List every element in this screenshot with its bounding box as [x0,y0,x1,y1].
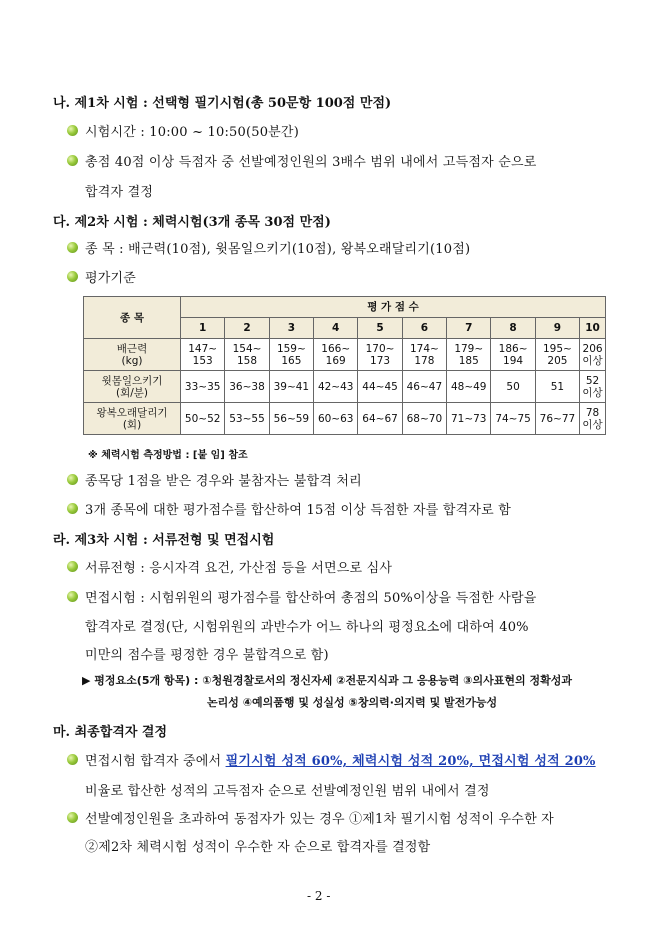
table-cell-text: 206 [582,342,603,355]
table-cell-text: 51 [550,380,565,393]
score-header-cell: 8 [491,318,535,339]
table-cell [269,339,313,371]
na-bullet-2-line-1: 총점 40점 이상 득점자 중 선발예정인원의 3배수 범위 내에서 고득점자 순으로 [85,155,537,170]
score-header-cell: 1 [181,318,225,339]
table-cell-text: 이상 [582,354,603,367]
eval-factors-line-2: 논리성 ④예의품행 및 성실성 ⑤창의력·의지력 및 발전가능성 [207,696,498,709]
table-cell [314,403,358,435]
row-label-text: (kg) [121,354,143,367]
green-bullet-icon [67,271,78,282]
table-cell-text: 186~ [498,342,528,355]
table-cell [491,339,535,371]
table-cell [447,403,491,435]
table-cell-text: 46~47 [406,380,443,393]
green-bullet-icon [67,155,78,166]
table-cell-text: 48~49 [450,380,487,393]
table-cell [225,339,269,371]
table-cell [181,339,225,371]
table-cell [402,403,446,435]
table-cell [314,371,358,403]
table-item-header: 종 목 [84,297,181,339]
table-cell-text: 50 [506,380,520,393]
table-cell-text: 147~ [188,342,218,355]
table-cell-text: 165 [281,354,302,367]
fitness-score-table [83,296,606,435]
table-cell-text: 185 [458,354,479,367]
table-cell-text: 169 [325,354,346,367]
ma-bullet-2-line-2: ②제2차 체력시험 성적이 우수한 자 순으로 합격자를 결정함 [85,840,431,855]
row-label [84,403,181,435]
section-ma-title: 마. 최종합격자 결정 [53,725,168,740]
table-cell [535,339,579,371]
row-label [84,371,181,403]
table-cell [358,371,402,403]
table-cell-text: 195~ [543,342,572,355]
table-cell [580,403,606,435]
table-cell [535,403,579,435]
table-cell [181,403,225,435]
table-cell [181,371,225,403]
table-cell [225,403,269,435]
table-cell-text: 39~41 [273,380,310,393]
score-header-cell: 9 [535,318,579,339]
green-bullet-icon [67,561,78,572]
table-cell [491,371,535,403]
table-cell-text: 33~35 [184,380,221,393]
table-cell-text: 44~45 [362,380,398,393]
table-cell-text: 52 [585,374,600,387]
ma-bullet-1-line-2: 비율로 합산한 성적의 고득점자 순으로 선발예정인원 범위 내에서 결정 [85,784,490,799]
score-header-cell: 5 [358,318,402,339]
ra-bullet-2-line-2: 합격자로 결정(단, 시험위원의 과반수가 어느 하나의 평정요소에 대하여 40% [85,620,529,635]
table-cell-text: 이상 [582,418,603,431]
ma-bullet-1-line-1 [85,750,596,769]
table-cell-text: 60~63 [317,412,354,425]
table-cell-text: 154~ [232,342,262,355]
green-bullet-icon [67,754,78,765]
section-na-title: 나. 제1차 시험 : 선택형 필기시험(총 50문항 100점 만점) [53,96,392,111]
table-cell [580,339,606,371]
score-header-cell: 6 [402,318,446,339]
green-bullet-icon [67,474,78,485]
table-cell-text: 76~77 [539,412,576,425]
da-bullet-4: 3개 종목에 대한 평가점수를 합산하여 15점 이상 득점한 자를 합격자로 함 [85,503,511,518]
eval-factors-line-1: ▶ 평정요소(5개 항목) : ①청원경찰로서의 정신자세 ②전문지식과 그 응용능력 ③의사표현의 정확성과 [82,674,572,687]
da-bullet-3: 종목당 1점을 받은 경우와 불참자는 불합격 처리 [85,474,362,489]
table-cell-text: 158 [236,354,258,367]
table-cell-text: 56~59 [273,412,310,425]
score-header-cell: 7 [447,318,491,339]
table-cell-text: 170~ [365,342,395,355]
table-cell-text: 71~73 [450,412,487,425]
table-row [84,403,606,435]
row-label-text: 배근력 [116,342,148,355]
table-cell-text: 173 [370,354,391,367]
ma-bullet-1-prefix: 면접시험 합격자 중에서 [85,754,226,769]
na-bullet-1: 시험시간 : 10:00 ~ 10:50(50분간) [85,125,299,140]
score-header-cell: 4 [314,318,358,339]
table-cell [402,371,446,403]
table-cell-text: 178 [414,354,435,367]
table-cell-text: 68~70 [406,412,443,425]
row-label-text: 왕복오래달리기 [96,406,168,419]
table-cell-text: 179~ [454,342,484,355]
table-cell-text: 74~75 [495,412,531,425]
table-cell [491,403,535,435]
table-cell [358,339,402,371]
table-cell [447,371,491,403]
ma-weighting-underlined: 필기시험 성적 60%, 체력시험 성적 20%, 면접시험 성적 20% [225,754,596,769]
table-cell [402,339,446,371]
da-bullet-2: 평가기준 [85,271,137,286]
row-label-text: 윗몸일으키기 [101,374,163,387]
table-cell-text: 174~ [409,342,439,355]
ra-bullet-2-line-1: 면접시험 : 시험위원의 평가점수를 합산하여 총점의 50%이상을 득점한 사람을 [85,591,537,606]
table-cell [269,371,313,403]
table-cell [358,403,402,435]
green-bullet-icon [67,591,78,602]
ra-bullet-2-line-3: 미만의 점수를 평정한 경우 불합격으로 함) [85,648,329,663]
table-cell-text: 64~67 [362,412,398,425]
table-score-header: 평 가 점 수 [181,297,606,318]
green-bullet-icon [67,503,78,514]
da-bullet-1: 종 목 : 배근력(10점), 윗몸일으키기(10점), 왕복오래달리기(10점) [85,242,471,257]
green-bullet-icon [67,242,78,253]
page-number: - 2 - [307,889,331,903]
table-cell-text: 166~ [321,342,351,355]
table-cell [447,339,491,371]
score-header-cell: 2 [225,318,269,339]
green-bullet-icon [67,812,78,823]
table-cell-text: 159~ [276,342,306,355]
section-ra-title: 라. 제3차 시험 : 서류전형 및 면접시험 [53,533,275,548]
table-cell [535,371,579,403]
table-row [84,371,606,403]
table-cell-text: 194 [503,354,524,367]
table-cell-text: 42~43 [317,380,354,393]
green-bullet-icon [67,125,78,136]
row-label-text: (회) [122,418,142,431]
na-bullet-2-line-2: 합격자 결정 [85,185,154,200]
ma-bullet-2-line-1: 선발예정인원을 초과하여 동점자가 있는 경우 ①제1차 필기시험 성적이 우수한 자 [85,812,554,827]
ra-bullet-1: 서류전형 : 응시자격 요건, 가산점 등을 서면으로 심사 [85,561,393,576]
table-cell-text: 78 [585,406,600,419]
table-row [84,339,606,371]
table-cell [314,339,358,371]
table-cell-text: 205 [547,354,568,367]
row-label-text: (회/분) [115,386,149,399]
table-cell-text: 50~52 [184,412,221,425]
section-da-title: 다. 제2차 시험 : 체력시험(3개 종목 30점 만점) [53,215,331,230]
table-cell-text: 153 [192,354,213,367]
fitness-method-note: ※ 체력시험 측정방법 : [붙 임] 참조 [88,450,248,461]
row-label [84,339,181,371]
table-cell [269,403,313,435]
table-cell-text: 이상 [582,386,603,399]
score-header-cell: 10 [580,318,606,339]
score-header-cell: 3 [269,318,313,339]
table-cell-text: 36~38 [229,380,265,393]
table-cell [580,371,606,403]
table-cell-text: 53~55 [229,412,265,425]
table-cell [225,371,269,403]
